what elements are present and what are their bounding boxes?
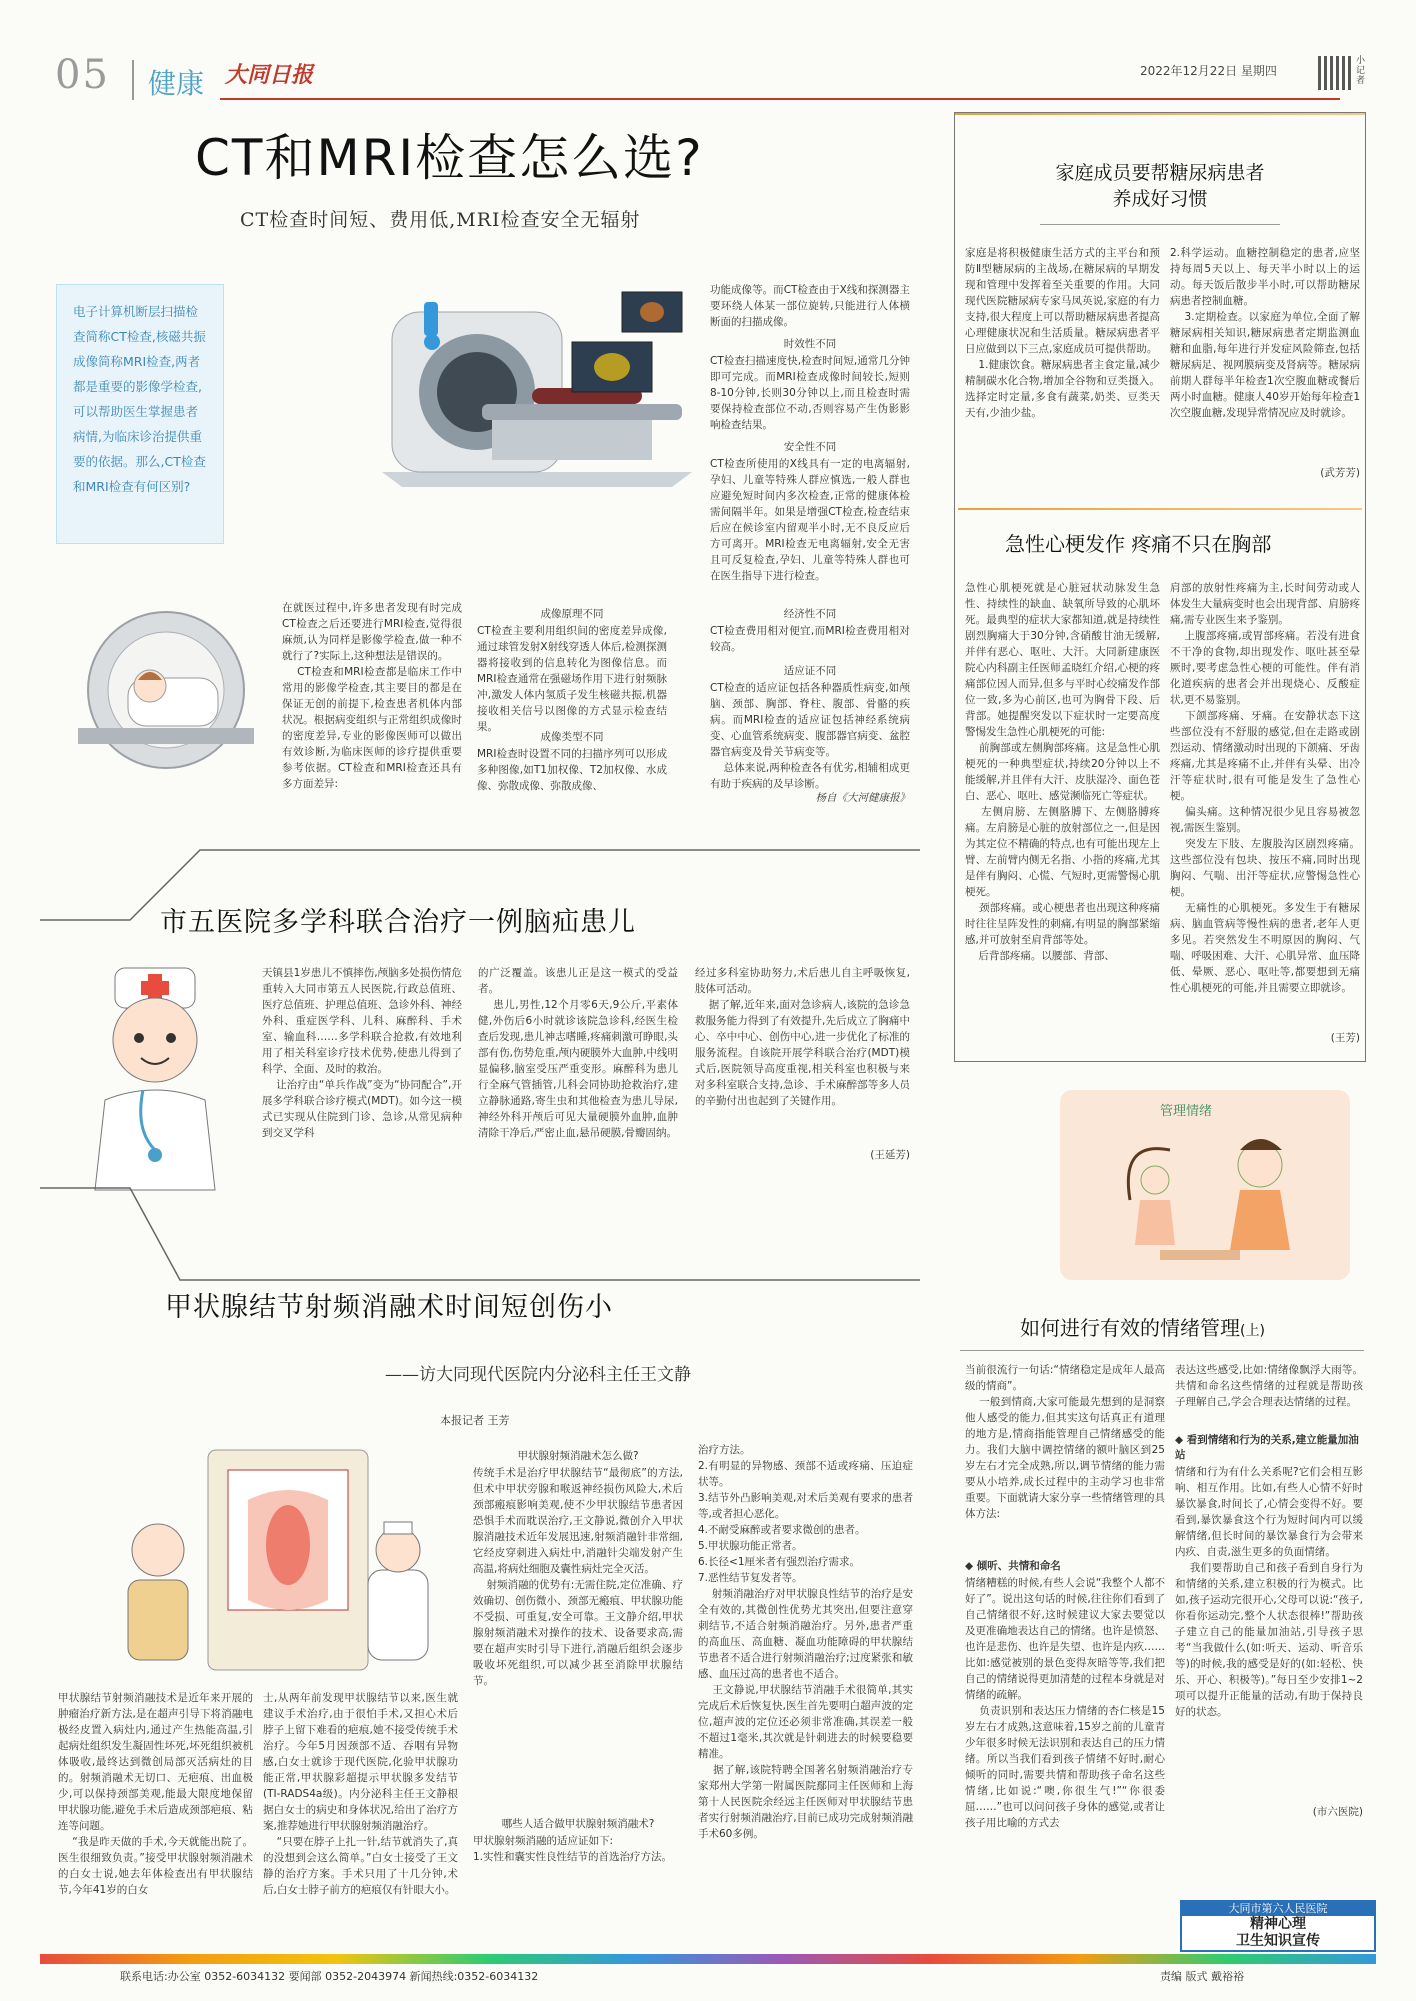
type-text: MRI检查时设置不同的扫描序列可以形成多种图像,如T1加权像、T2加权像、水成像、弥散成像、弥散成像、 (477, 748, 667, 792)
time-text: CT检查扫描速度快,检查时间短,通常几分钟即可完成。而MRI检查成像时间较长,短则8-10分钟,长则30分钟以上,而且检查时需要保持检查部位不动,否则容易产生伪影影响检查结果。 (710, 355, 910, 431)
subhead-safety: 安全性不同 (783, 441, 837, 453)
article3-title-frame (40, 1180, 920, 1290)
side2-byline: (王芳) (1330, 1032, 1360, 1044)
article3-subtitle: ——访大同现代医院内分泌科主任王文静 (385, 1365, 691, 1385)
subhead-type: 成像类型不同 (540, 731, 604, 743)
subhead-what: 甲状腺射频消融术怎么做? (517, 1450, 639, 1462)
issue-date: 2022年12月22日 星期四 (1140, 64, 1277, 78)
article2-title: 市五医院多学科联合治疗一例脑疝患儿 (160, 907, 636, 938)
subhead-time: 时效性不同 (783, 338, 837, 350)
header-divider (132, 60, 134, 100)
header-rule (220, 98, 1340, 100)
side2-col1: 急性心肌梗死就是心脏冠状动脉发生急性、持续性的缺血、缺氧所导致的心肌坏死。最典型的症状大家都知道,就是持续性剧烈胸痛大于30分钟,含硝酸甘油无缓解,并伴有恶心、呕吐、大汗。大同新建康医院心内科副主任医师孟晓红介绍,心梗的疼痛部位因人而异,但多与平时心绞痛发作部位一致,多为心前区,也可为胸骨下段、后背部。她提醒突发以下症状时一定要高度警惕发生急性心肌梗死的可能: 前胸部或左侧胸部疼痛。这是急性心肌梗死的一种典型症状,持续20分钟以上不能缓解,并且伴有大汗、皮肤湿冷、面色苍白、恶心、呕吐、感觉濒临死亡等症状。 左侧肩膀、左侧胳膊下、左侧胳膊疼痛。左肩膀是心脏的放射部位之一,但是因为其定位不精确的特点,也有可能出现左上臂、左前臂内侧无名指、小指的疼痛,尤其是伴有胸闷、心慌、气短时,更需警惕心肌梗死。 颈部疼痛。或心梗患者也出现这种疼痛时往往呈阵发性的刺痛,有明显的胸部紧缩感,并可放射至肩背部等处。 后背部疼痛。以腰部、背部、 (965, 582, 1161, 962)
side1-col2: 2.科学运动。血糖控制稳定的患者,应坚持每周5天以上、每天半小时以上的运动。每天饭后散步半小时,可以帮助糖尿病患者控制血糖。 3.定期检查。以家庭为单位,全面了解糖尿病相关知识,糖尿病患者定期监测血糖和血脂,每年进行并发症风险筛查,包括糖尿病足、视网膜病变及肾病等。糖尿病前期人群每半年检查1次空腹血糖或餐后两小时血糖。健康人40岁开始每年检查1次空腹血糖,发现异常情况应及时就诊。 (1170, 247, 1360, 419)
article1-col4 (710, 600, 910, 810)
cost-text: CT检查费用相对便宜,而MRI检查费用相对较高。 (710, 625, 910, 653)
article2-col2: 的广泛覆盖。该患儿正是这一模式的受益者。 患儿,男性,12个月零6天,9公斤,平素体健,外伤后6小时就诊该院急诊科,经医生检查后发现,患儿神志嗜睡,疼痛刺激可睁眼,头部有伤,伤势危重,颅内硬膜外大血肿,中线明显偏移,脑室受压严重变形。麻醉科为患儿行全麻气管插管,儿科会同协助抢救治疗,建立静脉通路,寄生虫和其他检查为患儿导尿,神经外科开颅后可见大量硬膜外血肿,血肿清除干净后,严密止血,悬吊硬膜,骨瓣固纳。 (478, 967, 678, 1139)
side3-col2b: 情绪和行为有什么关系呢?它们会相互影响、相互作用。比如,有些人心情不好时暴饮暴食,时间长了,心情会变得不好。要看到,暴饮暴食这个行为短时间内可以缓解情绪,但长时间的暴饮暴食行为会带来内疚、自责,滋生更多的负面情绪。 我们要帮助自己和孩子看到自身行为和情绪的关系,建立积极的行为模式。比如,孩子运动完很开心,父母可以说:“孩子,你看你运动完,整个人状态很棒!”帮助孩子建立自己的能量加油站,引导孩子思考“当我做什么(如:听天、运动、听音乐等)的时候,我的感受是好的(如:轻松、快乐、开心、积极等)。”每日至少安排1~2项可以提升正能量的活动,有助于保持良好的状态。 (1175, 1466, 1363, 1718)
article3-col2: 士,从两年前发现甲状腺结节以来,医生就建议手术治疗,由于很怕手术,又担心术后脖子上留下难看的疤痕,她不接受传统手术治疗。今年5月因颈部不适、吞咽有异物感,白女士就诊于现代医院,化验甲状腺功能正常,甲状腺彩超提示甲状腺多发结节(TI-RADS4a级)。内分泌科主任王文静根据白女士的病史和身体状况,给出了治疗方案,推荐她进行甲状腺射频消融治疗。 “只要在脖子上扎一针,结节就消失了,真的没想到会这么简单。”白女士接受了王文静的治疗方案。手术只用了十几分钟,术后,白女士脖子前方的疤痕仅有针眼大小。 (263, 1692, 458, 1896)
infant-ct-illustration (58, 598, 274, 770)
side3-col1-wrap (965, 1362, 1165, 1942)
side1-col1: 家庭是将积极健康生活方式的主平台和预防Ⅱ型糖尿病的主战场,在糖尿病的早期发现和管理中发挥着至关重要的作用。大同现代医院糖尿病专家马凤英说,家庭的有力支持,很大程度上可以帮助糖尿病患者提高心理健康状况和生活质量。糖尿病患者平日应做到以下三点,家庭成员可提供帮助。 1.健康饮食。糖尿病患者主食定量,减少精制碳水化合物,增加全谷物和豆类摄入。选择定时定量,多食有蔬菜,奶类、豆类天天有,少油少盐。 (965, 247, 1160, 419)
page-number: 05 (55, 52, 110, 98)
newspaper-logo: 大同日报 (225, 62, 314, 88)
qr-caption: 小记者 (1356, 56, 1366, 86)
article1-col2 (477, 600, 667, 800)
safety-text: CT检查所使用的X线具有一定的电离辐射,孕妇、儿童等特殊人群应慎选,一般人群也应避免短时间内多次检查,正常的健康体检需间隔半年。如果是增强CT检查,检查结束后应在候诊室内留观半小时,无不良反应后方可离开。MRI检查无电离辐射,安全无害且可反复检查,孕妇、儿童等特殊人群也可在医生指导下进行检查。 (710, 458, 910, 582)
side3-title-part: (上) (1240, 1323, 1265, 1339)
side1-col2-wrap (1170, 245, 1360, 490)
side1-title-line2: 养成好习惯 (1112, 188, 1208, 210)
hospital-brand-box (1180, 1900, 1376, 1952)
article3-col3: 传统手术是治疗甲状腺结节“最彻底”的方法,但术中甲状旁腺和喉返神经损伤风险大,术后颈部瘢痕影响美观,使不少甲状腺结节患者因恐惧手术而耽误治疗,王文静说,微创介入甲状腺消融技术近年发展迅速,射频消融针非常细,它经皮穿刺进入病灶中,消融针尖端发射产生高温,将病灶细胞及囊性病灶完全灭活。 射频消融的优势有:无需住院,定位准确、疗效确切、创伤微小、颈部无瘢痕、甲状腺功能不受损、可重复,安全可靠。王文静介绍,甲状腺射频消融术对操作的技术、设备要求高,需要在超声实时引导下进行,消融后组织会逐步吸收坏死组织,可以减少甚至消除甲状腺结节。 (473, 1467, 683, 1687)
scope-text: CT检查的适应证包括各种器质性病变,如颅脑、颈部、胸部、脊柱、腹部、骨骼的疾病。而MRI检查的适应证包括神经系统病变、心血管系统病变、腹部器官病变、盆腔器官病变及骨关节病变等。 总体来说,两种检查各有优劣,相辅相成更有助于疾病的及早诊断。 (710, 682, 910, 790)
footer-contact: 联系电话:办公室 0352-6034132 要闻部 0352-2043974 新闻热线:0352-6034132 (120, 1970, 539, 1983)
subhead-cost: 经济性不同 (783, 608, 837, 620)
section-name: 健康 (148, 67, 205, 100)
side3-col2-wrap (1175, 1362, 1363, 1892)
side2-col2-wrap (1170, 580, 1360, 1050)
col3-lead: 功能成像等。而CT检查由于X线和探测器主要环绕人体某一部位旋转,只能进行人体横断面的扫描成像。 (710, 284, 910, 328)
article1-byline: 杨自《大河健康报》 (815, 792, 910, 804)
side2-band (958, 508, 1362, 510)
thyroid-illustration (58, 1440, 458, 1680)
article1-col3 (710, 282, 910, 602)
emotion-caption: 管理情绪 (1160, 1104, 1213, 1119)
article3-title: 甲状腺结节射频消融术时间短创伤小 (165, 1292, 613, 1323)
brand-line1: 精神心理 (1250, 1916, 1306, 1932)
side1-title-line1: 家庭成员要帮糖尿病患者 (1055, 162, 1265, 184)
article1-col1: 在就医过程中,许多患者发现有时完成CT检查之后还要进行MRI检查,觉得很麻烦,认为同样是影像学检查,做一种不就行了?实际上,这种想法是错误的。 CT检查和MRI检查都是临床工作中常用的影像学检查,其主要目的都是在保证无创的前提下,检查患者机体内部状况。根据病变组织与正常组织成像时的密度差异,专业的影像医师可以做出有效诊断,为临床医师的诊疗提供重要参考依据。CT检查和MRI检查还具有多方面差异: (282, 602, 462, 790)
side2-title: 急性心梗发作 疼痛不只在胸部 (1005, 532, 1272, 556)
side3-col2: 表达这些感受,比如:情绪像飘浮大雨等。共情和命名这些情绪的过程就是帮助孩子理解自己,学会合理表达情绪的过程。 (1175, 1364, 1363, 1408)
side1-rule (1040, 224, 1280, 225)
article2-col1: 天镇县1岁患儿不慎摔伤,颅脑多处损伤情危重转入大同市第五人民医院,行政总值班、医疗总值班、护理总值班、急诊外科、神经外科、重症医学科、儿科、麻醉科、手术室、输血科……多学科联合抢救,有效地利用了相关科室诊疗技术优势,使患儿得到了科学、全面、及时的救治。 让治疗由“单兵作战”变为“协同配合”,开展多学科联合诊疗模式(MDT)。如今这一模式已实现从住院到门诊、急诊,从常见病种到交叉学科 (262, 967, 462, 1139)
footer-color-bar (40, 1954, 1376, 1964)
side3-h1: ◆ 倾听、共情和命名 (965, 1560, 1061, 1572)
qr-code-icon[interactable] (1318, 56, 1352, 90)
article2-byline: (王延芳) (870, 1149, 910, 1161)
article3-reporter: 本报记者 王芳 (440, 1414, 510, 1427)
footer-editor: 责编 版式 戴裕裕 (1160, 1970, 1244, 1983)
doctor-illustration (55, 960, 255, 1200)
article3-col3-wrap (473, 1442, 683, 1942)
side3-col1: 当前很流行一句话:“情绪稳定是成年人最高级的情商”。 一般到情商,大家可能最先想到的是洞察他人感受的能力,但其实这句话真正有道理的地方是,情商指能管理自己情绪感受的能力。我们大脑中调控情绪的额叶脑区到25岁左右才完全成熟,所以,调节情绪的能力需要从小培养,成长过程中的主动学习也非常重要。下面就请大家分享一些情绪管理的具体方法: (965, 1364, 1165, 1520)
article3-who: 甲状腺射频消融的适应证如下: 1.实性和囊实性良性结节的首选治疗方法。 (473, 1835, 673, 1863)
article1-subtitle: CT检查时间短、费用低,MRI检查安全无辐射 (240, 209, 641, 231)
principle-text: CT检查主要利用组织间的密度差异成像,通过球管发射X射线穿透人体后,检测探测器将接收到的信息转化为图像信息。而MRI检查通常在强磁场作用下进行射频脉冲,激发人体内氢质子发生核磁共振,机器接收相关信号以图像的方式显示检查结果。 (477, 625, 667, 733)
side1-byline: (武芳芳) (1320, 467, 1360, 479)
brand-hospital: 大同市第六人民医院 (1182, 1902, 1374, 1916)
article1-intro: 电子计算机断层扫描检查简称CT检查,核磁共振成像简称MRI检查,两者都是重要的影像学检查,可以帮助医生掌握患者病情,为临床诊治提供重要的依据。那么,CT检查和MRI检查有何区别? (56, 284, 224, 544)
side3-h2: ◆ 看到情绪和行为的关系,建立能量加油站 (1175, 1434, 1359, 1461)
side3-col1b: 情绪糟糕的时候,有些人会说“我整个人都不好了”。说出这句话的时候,往往你们看到了自己情绪很不好,这时候建议大家去要觉以及更准确地表达自己的情绪。也许是愤怒、也许是悲伤、也许是失望、也许是内疚……比如:感觉被别的景色变得灰暗等等,我们把自己的情绪说得更加清楚的过程本身就是对情绪的疏解。 负责识别和表达压力情绪的杏仁核是15岁左右才成熟,这意味着,15岁之前的儿童青少年很多时候无法识别和表达自己的压力情绪。所以当我们看到孩子情绪不好时,耐心倾听的同时,需要共情和帮助孩子命名这些情绪,比如说:“噢,你很生气!”“你很委屈……”也可以问问孩子身体的感觉,或者让孩子用比喻的方式去 (965, 1577, 1165, 1829)
side3-rule (960, 1350, 1364, 1351)
article3-col1: 甲状腺结节射频消融技术是近年来开展的肿瘤治疗新方法,是在超声引导下将消融电极经皮置入病灶内,通过产生热能高温,引起病灶组织发生凝固性坏死,坏死组织被机体吸收,最终达到微创局部灭活病灶的目的。射频消融术无切口、无疤痕、出血极少,可以保持颈部美观,能最大限度地保留甲状腺功能,避免手术后造成颈部疤痕、粘连等问题。 “我是昨天做的手术,今天就能出院了。医生很细致负责。”接受甲状腺射频消融术的白女士说,她去年体检查出有甲状腺结节,今年41岁的白女 (58, 1692, 253, 1896)
article2-col3-wrap (695, 965, 910, 1190)
side3-title: 如何进行有效的情绪管理 (1020, 1316, 1240, 1340)
subhead-scope: 适应证不同 (783, 665, 837, 677)
subhead-who: 哪些人适合做甲状腺射频消融术? (501, 1818, 655, 1830)
article2-col3: 经过多科室协助努力,术后患儿自主呼吸恢复,肢体可活动。 据了解,近年来,面对急诊病人,该院的急诊急救服务能力得到了有效提升,先后成立了胸痛中心、卒中中心、创伤中心,进一步优化了标准的服务流程。自该院开展学科联合治疗(MDT)模式后,医院领导高度重视,相关科室也积极与来对多科室联合支持,急诊、手术麻醉部等多人员的辛勤付出也起到了关键作用。 (695, 967, 910, 1107)
subhead-principle: 成像原理不同 (540, 608, 604, 620)
mri-scanner-illustration (372, 282, 702, 492)
side3-byline: (市六医院) (1312, 1806, 1363, 1818)
article1-title: CT和MRI检查怎么选? (195, 129, 704, 187)
side2-col2: 肩部的放射性疼痛为主,长时间劳动或人体发生大量病变时也会出现背部、肩膀疼痛,需专业医生来予鉴别。 上腹部疼痛,或胃部疼痛。若没有进食不干净的食物,却出现发作、呕吐甚至晕厥时,要考虑急性心梗的可能性。伴有消化道疾病的患者会并出现烧心、反酸症状,更不易鉴别。 下颌部疼痛、牙痛。在安静状态下这些部位没有不舒服的感觉,但在走路或剧烈运动、情绪激动时出现的下颌痛、牙齿疼痛,尤其是疼痛不止,并伴有头晕、出冷汗等症状时,很有可能是发生了急性心梗。 偏头痛。这种情况很少见且容易被忽视,需医生鉴别。 突发左下肢、左腹股沟区剧烈疼痛。这些部位没有包块、按压不痛,同时出现胸闷、气喘、出汗等症状,应警惕急性心梗。 无痛性的心肌梗死。多发生于有糖尿病、脑血管病等慢性病的患者,老年人更多见。若突然发生不明原因的胸闷、气喘、呼吸困难、大汗、心肌异常、血压降低、晕厥、恶心、呕吐等,都要想到无痛性心肌梗死的可能,并且需要立即就诊。 (1170, 582, 1360, 994)
article3-col4: 治疗方法。 2.有明显的异物感、颈部不适或疼痛、压迫症状等。 3.结节外凸影响美观,对术后美观有要求的患者等,或者担心恶化。 4.不耐受麻醉或者要求微创的患者。 5.甲状腺功能正常者。 6.长径<1厘米者有强烈治疗需求。 7.恶性结节复发者等。 射频消融治疗对甲状腺良性结节的治疗是安全有效的,其微创性优势尤其突出,但要注意穿刺结节,不适合射频消融治疗。另外,患者严重的高血压、高血糖、凝血功能障碍的甲状腺结节患者不适合进行射频消融治疗;过度紧张和敏感、血压过高的患者也不适合。 王文静说,甲状腺结节消融手术很简单,其实完成后术后恢复快,医生首先要明白超声波的定位,超声波的定位还必须非常准确,其误差一般不超过1毫米,其次就是针刺进去的时候要稳要精准。 据了解,该院特聘全国著名射频消融治疗专家郑州大学第一附属医院鄢同主任医师和上海第十人民医院余经远主任医师对甲状腺结节患者实行射频消融治疗,目前已成功完成射频消融手术60多例。 (698, 1444, 914, 1840)
side3-title-wrap (1020, 1312, 1265, 1341)
sidebar-top-band (955, 113, 1365, 115)
brand-line2: 卫生知识宣传 (1236, 1933, 1320, 1949)
